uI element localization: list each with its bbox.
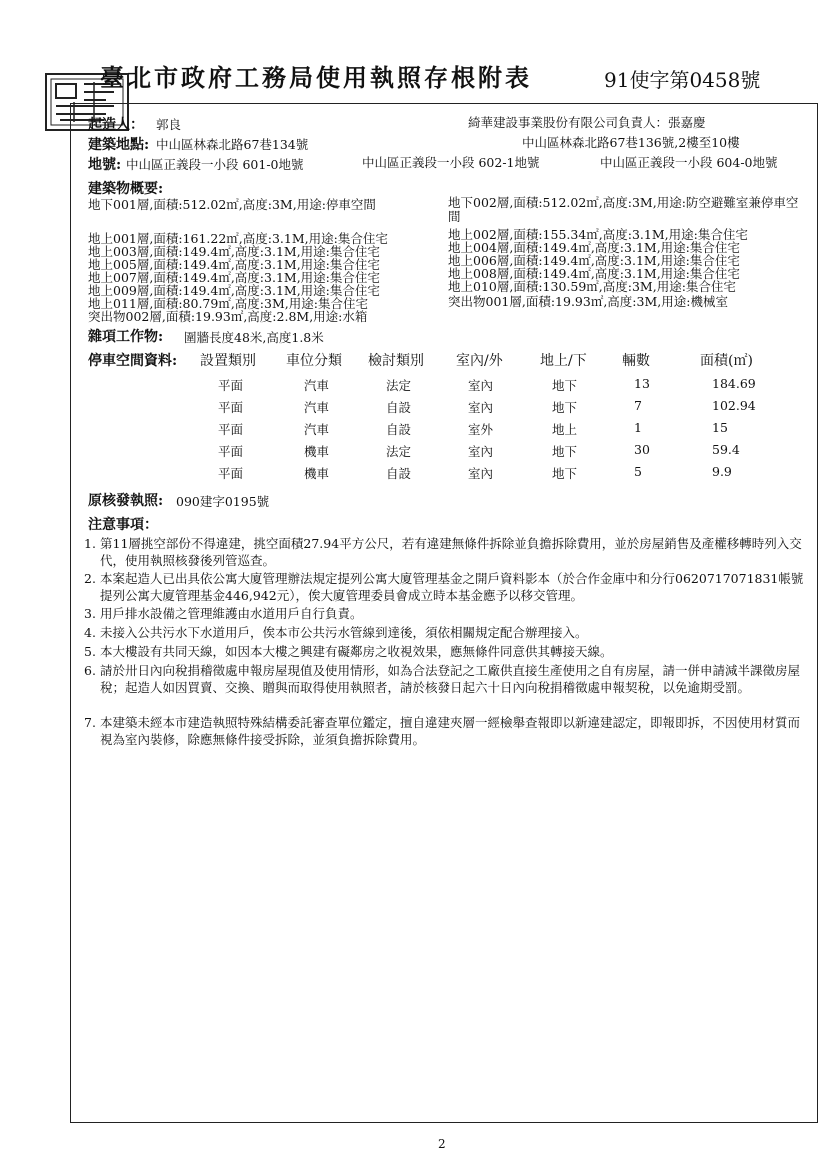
lot-2: 中山區正義段一小段 602-1地號	[362, 155, 540, 170]
note-number: 6.	[84, 663, 96, 678]
building-right-6: 突出物001層,面積:19.93㎡,高度:3M,用途:機械室	[448, 294, 728, 309]
building-right-1: 地上002層,面積:155.34㎡,高度:3.1M,用途:集合住宅	[448, 227, 748, 242]
table-cell: 自設	[386, 400, 412, 415]
site-address-1: 中山區林森北路67巷134號	[156, 137, 309, 152]
misc-label: 雜項工作物:	[88, 329, 164, 345]
parking-header-vehicle: 車位分類	[286, 353, 342, 369]
table-cell: 室內	[468, 444, 494, 459]
building-left-4: 地上005層,面積:149.4㎡,高度:3.1M,用途:集合住宅	[88, 257, 380, 272]
table-cell: 地下	[552, 466, 578, 481]
table-cell: 汽車	[304, 422, 330, 437]
table-cell: 自設	[386, 466, 412, 481]
misc-value: 圍牆長度48米,高度1.8米	[184, 330, 324, 345]
note-text: 未接入公共污水下水道用戶，俟本市公共污水管線到達後，須依相關規定配合辦理接入。	[100, 625, 588, 640]
note-text: 本大樓設有共同天線，如因本大樓之興建有礙鄰房之收視效果，應無條件同意供其轉接天線。	[100, 644, 613, 659]
building-left-6: 地上009層,面積:149.4㎡,高度:3.1M,用途:集合住宅	[88, 283, 380, 298]
note-number: 7.	[84, 715, 96, 730]
lot-label: 地號:	[88, 157, 122, 173]
building-left-3: 地上003層,面積:149.4㎡,高度:3.1M,用途:集合住宅	[88, 244, 380, 259]
table-cell: 室內	[468, 378, 494, 393]
original-permit-value: 090建字0195號	[176, 494, 270, 509]
table-cell: 5	[634, 464, 642, 479]
table-cell: 機車	[304, 466, 330, 481]
table-cell: 室內	[468, 466, 494, 481]
note-text: 本建築未經本市建造執照特殊結構委託審查單位鑑定，擅自違建夾層一經檢舉查報即以新違建認定，即報即拆，不因使用材質而視為室內裝修，除應無條件接受拆除，並須負擔拆除費用。	[100, 715, 801, 747]
table-cell: 汽車	[304, 378, 330, 393]
table-cell: 室外	[468, 422, 494, 437]
table-cell: 汽車	[304, 400, 330, 415]
table-cell: 平面	[218, 466, 244, 481]
building-left-2: 地上001層,面積:161.22㎡,高度:3.1M,用途:集合住宅	[88, 231, 388, 246]
building-right-2: 地上004層,面積:149.4㎡,高度:3.1M,用途:集合住宅	[448, 240, 740, 255]
document-title: 臺北市政府工務局使用執照存根附表	[100, 63, 532, 92]
note-item-6	[84, 662, 804, 696]
note-item-2	[84, 570, 804, 604]
note-number: 5.	[84, 644, 96, 659]
note-text: 第11層挑空部份不得違建，挑空面積27.94平方公尺，若有違建無條件拆除並負擔拆除費用，並於房屋銷售及產權移轉時列入交代，使用執照核發後列管巡查。	[100, 536, 802, 568]
building-left-5: 地上007層,面積:149.4㎡,高度:3.1M,用途:集合住宅	[88, 270, 380, 285]
note-text: 請於卅日內向稅捐稽徵處申報房屋現值及使用情形，如為合法登記之工廠供直接生產使用之自有房屋，請一併申請減半課徵房屋稅；起造人如因買賣、交換、贈與而取得使用執照者，請於核發日起六十日內向稅捐稽徵處申報契稅，以免逾期受罰。	[100, 663, 801, 695]
building-left-7: 地上011層,面積:80.79㎡,高度:3M,用途:集合住宅	[88, 296, 368, 311]
note-number: 1.	[84, 536, 96, 551]
parking-header-inout: 室內/外	[456, 353, 503, 369]
table-cell: 地下	[552, 378, 578, 393]
table-cell: 機車	[304, 444, 330, 459]
table-cell: 184.69	[712, 376, 756, 391]
table-cell: 平面	[218, 444, 244, 459]
note-item-5	[84, 643, 804, 660]
note-number: 3.	[84, 606, 96, 621]
notes-label: 注意事項：	[88, 517, 158, 533]
table-cell: 13	[634, 376, 650, 391]
lot-3: 中山區正義段一小段 604-0地號	[600, 155, 778, 170]
owner-company: 綺華建設事業股份有限公司負責人：張嘉慶	[468, 115, 706, 130]
parking-header-level: 地上/下	[540, 353, 587, 369]
page-number: 2	[438, 1137, 446, 1151]
lot-1: 中山區正義段一小段 601-0地號	[126, 157, 304, 172]
building-right-5: 地上010層,面積:130.59㎡,高度:3M,用途:集合住宅	[448, 279, 736, 294]
table-cell: 地下	[552, 400, 578, 415]
building-left-0: 地下001層,面積:512.02㎡,高度:3M,用途:停車空間	[88, 197, 376, 212]
table-cell: 法定	[386, 378, 412, 393]
table-cell: 102.94	[712, 398, 756, 413]
owner-name: 郭良	[156, 117, 182, 132]
parking-header-type: 設置類別	[200, 353, 256, 369]
note-item-3	[84, 605, 804, 622]
building-left-8: 突出物002層,面積:19.93㎡,高度:2.8M,用途:水箱	[88, 309, 368, 324]
table-cell: 自設	[386, 422, 412, 437]
table-cell: 7	[634, 398, 642, 413]
building-right-4: 地上008層,面積:149.4㎡,高度:3.1M,用途:集合住宅	[448, 266, 740, 281]
original-permit-label: 原核發執照:	[88, 493, 164, 509]
note-number: 2.	[84, 571, 96, 586]
owner-label: 起造人：	[88, 117, 144, 133]
note-number: 4.	[84, 625, 96, 640]
parking-header-count: 輛數	[622, 353, 650, 369]
table-cell: 15	[712, 420, 728, 435]
table-cell: 59.4	[712, 442, 740, 457]
note-text: 用戶排水設備之管理維護由水道用戶自行負責。	[100, 606, 363, 621]
table-cell: 地下	[552, 444, 578, 459]
note-item-1	[84, 535, 804, 569]
parking-header-area: 面積(㎡)	[700, 353, 753, 369]
building-right-0: 地下002層,面積:512.02㎡,高度:3M,用途:防空避難室兼停車空間	[448, 195, 799, 224]
note-item-7	[84, 714, 804, 748]
table-cell: 地上	[552, 422, 578, 437]
table-cell: 平面	[218, 378, 244, 393]
table-cell: 1	[634, 420, 642, 435]
table-cell: 9.9	[712, 464, 732, 479]
site-label: 建築地點:	[88, 137, 150, 153]
note-text: 本案起造人已出具依公寓大廈管理辦法規定提列公寓大廈管理基金之開戶資料影本（於合作金庫中和分行0620717071831帳號提列公寓大廈管理基金446,942元），俟大廈管理委員會成立時本基金應予以移交管理。	[100, 571, 804, 603]
parking-label: 停車空間資料:	[88, 353, 178, 369]
parking-header-review: 檢討類別	[368, 353, 424, 369]
table-cell: 30	[634, 442, 650, 457]
table-cell: 平面	[218, 400, 244, 415]
table-cell: 室內	[468, 400, 494, 415]
table-cell: 法定	[386, 444, 412, 459]
permit-number: 91使字第0458號	[604, 68, 761, 92]
building-right-3: 地上006層,面積:149.4㎡,高度:3.1M,用途:集合住宅	[448, 253, 740, 268]
building-label: 建築物概要:	[88, 181, 164, 197]
table-cell: 平面	[218, 422, 244, 437]
note-item-4	[84, 624, 804, 641]
site-address-2: 中山區林森北路67巷136號,2樓至10樓	[522, 135, 740, 150]
